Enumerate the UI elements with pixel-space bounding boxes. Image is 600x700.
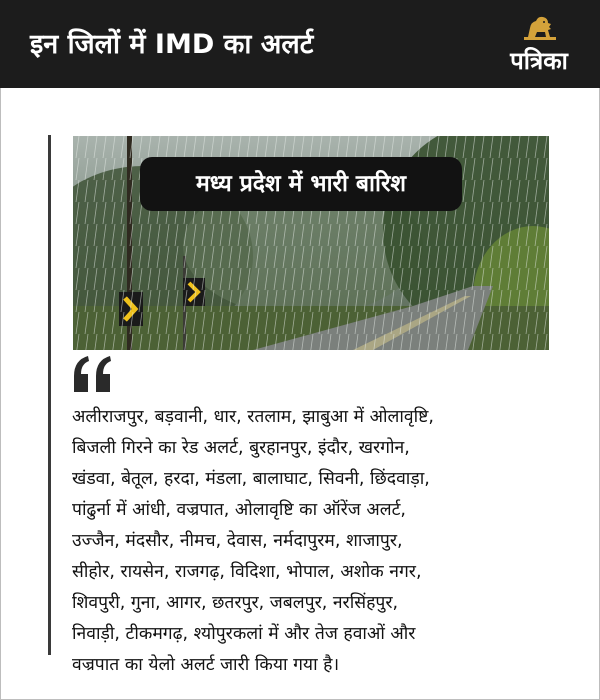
- text-line: खंडवा, बेतूल, हरदा, मंडला, बालाघाट, सिवनी, छिंदवाड़ा,: [72, 469, 430, 489]
- logo-text: पत्रिका: [510, 47, 568, 75]
- quote-side-bar: [48, 135, 51, 655]
- header-bar: [0, 0, 600, 88]
- page-title: इन जिलों में IMD का अलर्ट: [30, 29, 314, 60]
- text-line: सीहोर, रायसेन, राजगढ़, विदिशा, भोपाल, अशोक नगर,: [72, 562, 422, 582]
- text-line: वज्रपात का येलो अलर्ट जारी किया गया है।: [72, 655, 340, 675]
- alert-body-text: [72, 402, 562, 681]
- text-line: शिवपुरी, गुना, आगर, छतरपुर, जबलपुर, नरसिंहपुर,: [72, 593, 399, 613]
- lion-icon: [522, 12, 558, 42]
- patrika-logo[interactable]: [496, 12, 582, 78]
- quote-mark-icon: [72, 352, 116, 396]
- text-line: निवाड़ी, टीकमगढ़, श्योपुरकलां में और तेज हवाओं और: [72, 624, 416, 644]
- text-line: अलीराजपुर, बड़वानी, धार, रतलाम, झाबुआ में ओलावृष्टि,: [72, 407, 434, 427]
- text-line: बिजली गिरने का रेड अलर्ट, बुरहानपुर, इंदौर, खरगोन,: [72, 438, 410, 458]
- text-line: पांढुर्ना में आंधी, वज्रपात, ओलावृष्टि का ऑरेंज अलर्ट,: [72, 500, 406, 520]
- text-line: उज्जैन, मंदसौर, नीमच, देवास, नर्मदापुरम, शाजापुर,: [72, 531, 403, 551]
- photo-caption: मध्य प्रदेश में भारी बारिश: [140, 157, 462, 211]
